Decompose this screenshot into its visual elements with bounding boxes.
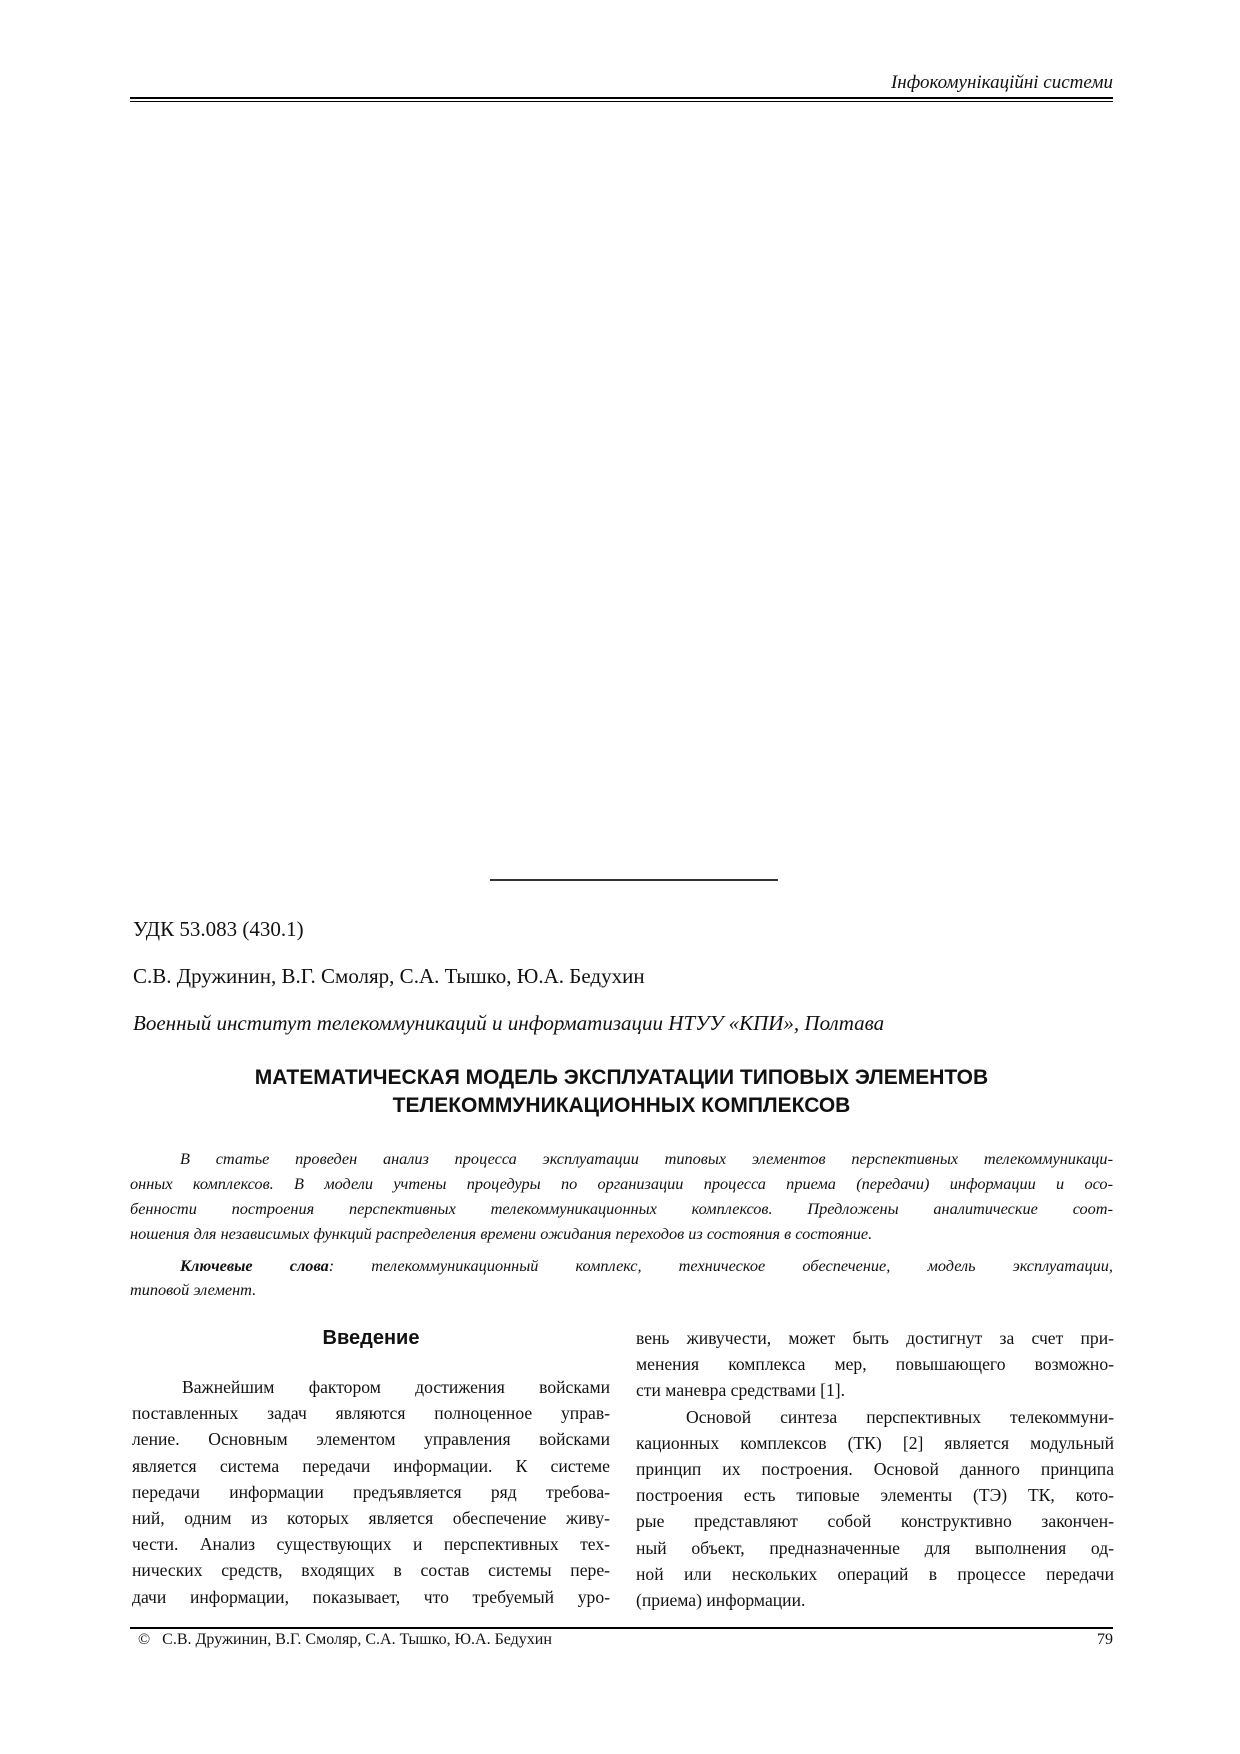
body-line: передачи информации предъявляется ряд требова-: [132, 1481, 610, 1502]
column-left: [132, 1374, 610, 1610]
running-header: Інфокомунікаційні системи: [890, 72, 1113, 93]
page-number: 79: [1097, 1631, 1113, 1648]
body-line: кационных комплексов (ТК) [2] является модульный: [636, 1432, 1114, 1453]
body-line: Основой синтеза перспективных телекоммуни-: [686, 1406, 1114, 1427]
abstract-line: онных комплексов. В модели учтены процедуры по организации процесса приема (передачи) информации и осо-: [130, 1174, 1113, 1193]
body-line: принцип их построения. Основой данного принципа: [636, 1459, 1114, 1480]
title-line: ТЕЛЕКОММУНИКАЦИОННЫХ КОМПЛЕКСОВ: [392, 1094, 851, 1117]
footer-copyright: © С.В. Дружинин, В.Г. Смоляр, С.А. Тышко, Ю.А. Бедухин: [138, 1631, 552, 1648]
keywords-text: : телекоммуникационный комплекс, техническое обеспечение, модель эксплуатации,: [328, 1256, 1113, 1275]
body-line: дачи информации, показывает, что требуемый уро-: [132, 1586, 610, 1607]
article-title: [130, 1064, 1113, 1120]
keywords-label: Ключевые слова: [180, 1256, 329, 1275]
separator-line: [490, 879, 778, 881]
section-heading: Введение: [322, 1327, 420, 1349]
body-line: рые представляют собой конструктивно закончен-: [636, 1511, 1114, 1532]
body-line: чести. Анализ существующих и перспективных тех-: [132, 1534, 610, 1555]
column-right: [636, 1325, 1114, 1613]
body-line: построения есть типовые элементы (ТЭ) ТК, кото-: [636, 1485, 1114, 1506]
keywords: [130, 1254, 1113, 1302]
body-line: (приема) информации.: [636, 1590, 806, 1611]
body-line: ной или нескольких операций в процессе передачи: [636, 1563, 1114, 1584]
body-line: менения комплекса мер, повышающего возможно-: [636, 1354, 1114, 1375]
affiliation: Военный институт телекоммуникаций и информатизации НТУУ «КПИ», Полтава: [133, 1011, 885, 1035]
udk-code: УДК 53.083 (430.1): [133, 917, 304, 941]
title-line: МАТЕМАТИЧЕСКАЯ МОДЕЛЬ ЭКСПЛУАТАЦИИ ТИПОВЫХ ЭЛЕМЕНТОВ: [254, 1066, 989, 1089]
header-rule: [130, 97, 1113, 99]
header-rule-thin: [130, 101, 1113, 102]
body-line: ный объект, предназначенные для выполнения од-: [636, 1537, 1114, 1558]
keywords-text: типовой элемент.: [130, 1280, 257, 1299]
body-line: сти маневра средствами [1].: [636, 1380, 846, 1401]
body-line: Важнейшим фактором достижения войсками: [182, 1377, 610, 1397]
abstract-line: ношения для независимых функций распределения времени ожидания переходов из состояния в состояние.: [130, 1224, 873, 1243]
body-line: является система передачи информации. К системе: [132, 1455, 610, 1476]
abstract-line: бенности построения перспективных телекоммуникационных комплексов. Предложены аналитические соот-: [130, 1199, 1113, 1218]
abstract-line: В статье проведен анализ процесса эксплуатации типовых элементов перспективных телекоммуникаци-: [180, 1149, 1113, 1168]
body-line: ление. Основным элементом управления войсками: [132, 1429, 610, 1450]
body-line: поставленных задач являются полноценное управ-: [132, 1403, 610, 1424]
body-line: нических средств, входящих в состав системы пере-: [132, 1560, 610, 1581]
authors: С.В. Дружинин, В.Г. Смоляр, С.А. Тышко, Ю.А. Бедухин: [133, 964, 645, 988]
body-line: ний, одним из которых является обеспечение живу-: [132, 1508, 610, 1529]
footer-rule: [130, 1627, 1113, 1629]
abstract: [130, 1146, 1113, 1246]
body-line: вень живучести, может быть достигнут за счет при-: [636, 1328, 1114, 1348]
